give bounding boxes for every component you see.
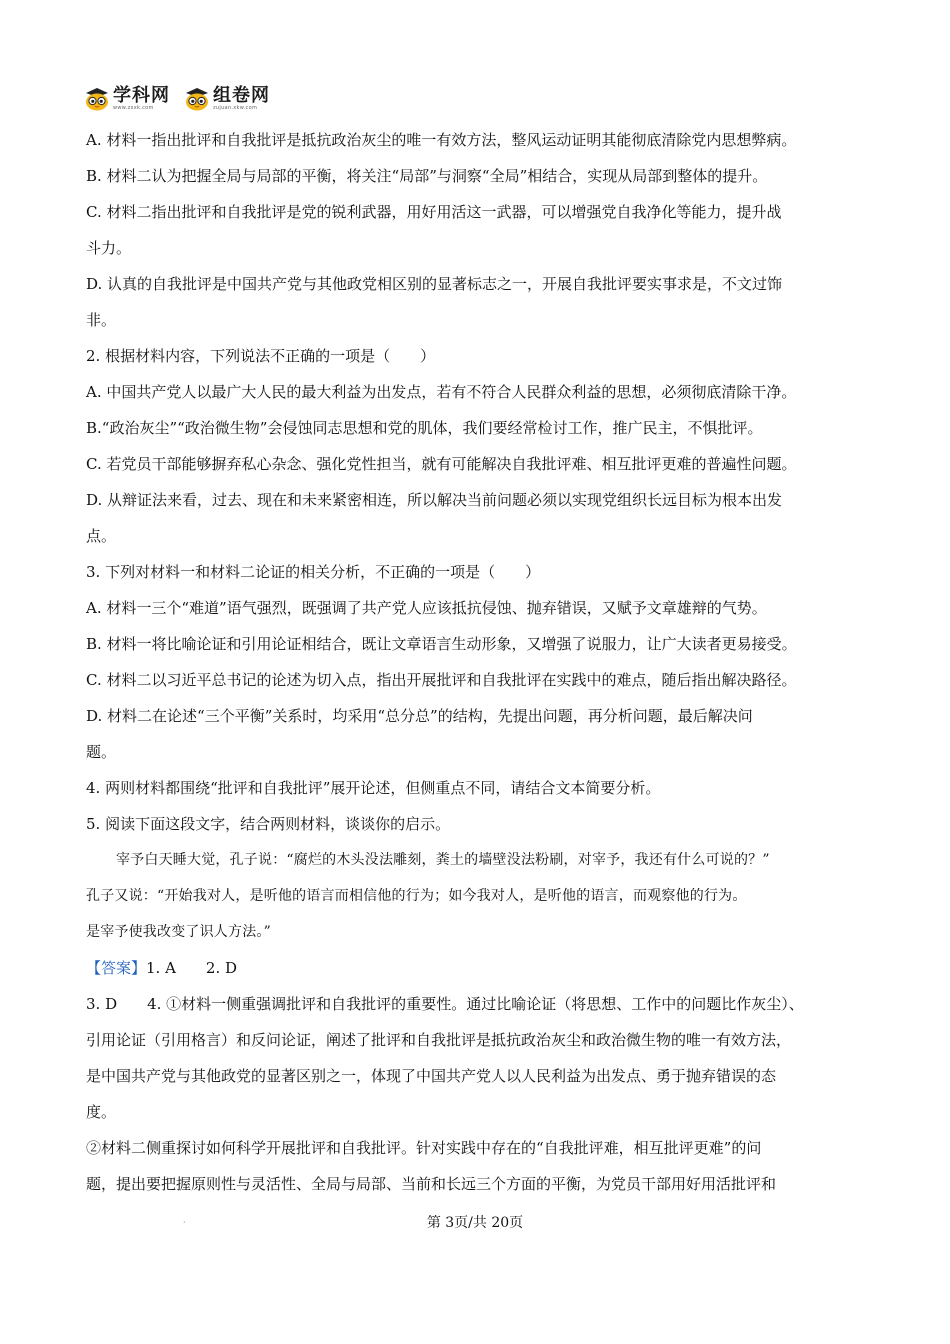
- question-2: 2. 根据材料内容，下列说法不正确的一项是（ ）: [86, 347, 436, 365]
- answer-text: 度。: [86, 1103, 117, 1121]
- option-3c: C. 材料二以习近平总书记的论述为切入点，指出开展批评和自我批评在实践中的难点，随后指出解决路径。: [86, 671, 797, 689]
- option-2c: C. 若党员干部能够摒弃私心杂念、强化党性担当，就有可能解决自我批评难、相互批评更难的普遍性问题。: [86, 455, 797, 473]
- option-2d: D. 从辩证法来看，过去、现在和未来紧密相连，所以解决当前问题必须以实现党组织长远目标为根本出发: [86, 491, 783, 509]
- logo-xuekewang[interactable]: [84, 87, 170, 111]
- document-body: [86, 122, 866, 1202]
- quote-line: 孔子又说：“开始我对人，是听他的语言而相信他的行为；如今我对人，是听他的语言，而观察他的行为。: [86, 888, 747, 904]
- quote-line: 是宰予使我改变了识人方法。”: [86, 924, 271, 940]
- answer-text: 是中国共产党与其他政党的显著区别之一，体现了中国共产党人以人民利益为出发点、勇于抛弃错误的态: [86, 1067, 777, 1085]
- logo-zujuanwang[interactable]: [184, 87, 270, 111]
- owl-mascot-icon: [184, 87, 210, 111]
- answer-first: 1. A 2. D: [146, 959, 238, 977]
- option-2a: A. 中国共产党人以最广大人民的最大利益为出发点，若有不符合人民群众利益的思想，必须彻底清除干净。: [86, 383, 797, 401]
- option-1c: C. 材料二指出批评和自我批评是党的锐利武器，用好用活这一武器，可以增强党自我净化等能力，提升战: [86, 203, 782, 221]
- option-3a: A. 材料一三个“难道”语气强烈，既强调了共产党人应该抵抗侵蚀、抛弃错误，又赋予文章雄辩的气势。: [86, 599, 767, 617]
- logo-url: www.zxxk.com: [113, 105, 154, 111]
- option-1c-cont: 斗力。: [86, 239, 132, 257]
- option-1b: B. 材料二认为把握全局与局部的平衡，将关注“局部”与洞察“全局”相结合，实现从局部到整体的提升。: [86, 167, 768, 185]
- page-number: 第 3页/共 20页: [426, 1215, 524, 1231]
- option-1d-cont: 非。: [86, 311, 117, 329]
- answer-text: 题，提出要把握原则性与灵活性、全局与局部、当前和长远三个方面的平衡，为党员干部用好用活批评和: [86, 1175, 777, 1193]
- option-3d: D. 材料二在论述“三个平衡”关系时，均采用“总分总”的结构，先提出问题，再分析问题，最后解决问: [86, 707, 753, 725]
- option-2b: B.“政治灰尘”“政治微生物”会侵蚀同志思想和党的肌体，我们要经常检讨工作，推广民主，不惧批评。: [86, 419, 763, 437]
- option-2d-cont: 点。: [86, 527, 117, 545]
- owl-mascot-icon: [84, 87, 110, 111]
- answer-text: 引用论证（引用格言）和反问论证，阐述了批评和自我批评是抵抗政治灰尘和政治微生物的唯一有效方法，: [86, 1031, 792, 1049]
- question-5: 5. 阅读下面这段文字，结合两则材料，谈谈你的启示。: [86, 815, 451, 833]
- question-3: 3. 下列对材料一和材料二论证的相关分析，不正确的一项是（ ）: [86, 563, 541, 581]
- answer-line: [86, 950, 866, 986]
- page-mark: ·: [183, 1218, 186, 1227]
- answer-text: 3. D 4. ①材料一侧重强调批评和自我批评的重要性。通过比喻论证（将思想、工作中的问题比作灰尘）、: [86, 995, 804, 1013]
- option-3b: B. 材料一将比喻论证和引用论证相结合，既让文章语言生动形象，又增强了说服力，让广大读者更易接受。: [86, 635, 797, 653]
- question-4: 4. 两则材料都围绕“批评和自我批评”展开论述，但侧重点不同，请结合文本简要分析。: [86, 779, 661, 797]
- answer-text: ②材料二侧重探讨如何科学开展批评和自我批评。针对实践中存在的“自我批评难，相互批评更难”的问: [86, 1139, 762, 1157]
- logo-name: 学科网: [113, 85, 170, 106]
- header: [84, 84, 284, 114]
- answer-label: 【答案】: [86, 959, 147, 977]
- logo-url: zujuan.xkw.com: [213, 105, 258, 111]
- logo-name: 组卷网: [213, 85, 270, 106]
- quote-line: 宰予白天睡大觉，孔子说：“腐烂的木头没法雕刻，粪土的墙壁没法粉刷，对宰予，我还有什么可说的？”: [116, 852, 770, 868]
- option-1d: D. 认真的自我批评是中国共产党与其他政党相区别的显著标志之一，开展自我批评要实事求是，不文过饰: [86, 275, 783, 293]
- option-1a: A. 材料一指出批评和自我批评是抵抗政治灰尘的唯一有效方法，整风运动证明其能彻底清除党内思想弊病。: [86, 131, 797, 149]
- option-3d-cont: 题。: [86, 743, 117, 761]
